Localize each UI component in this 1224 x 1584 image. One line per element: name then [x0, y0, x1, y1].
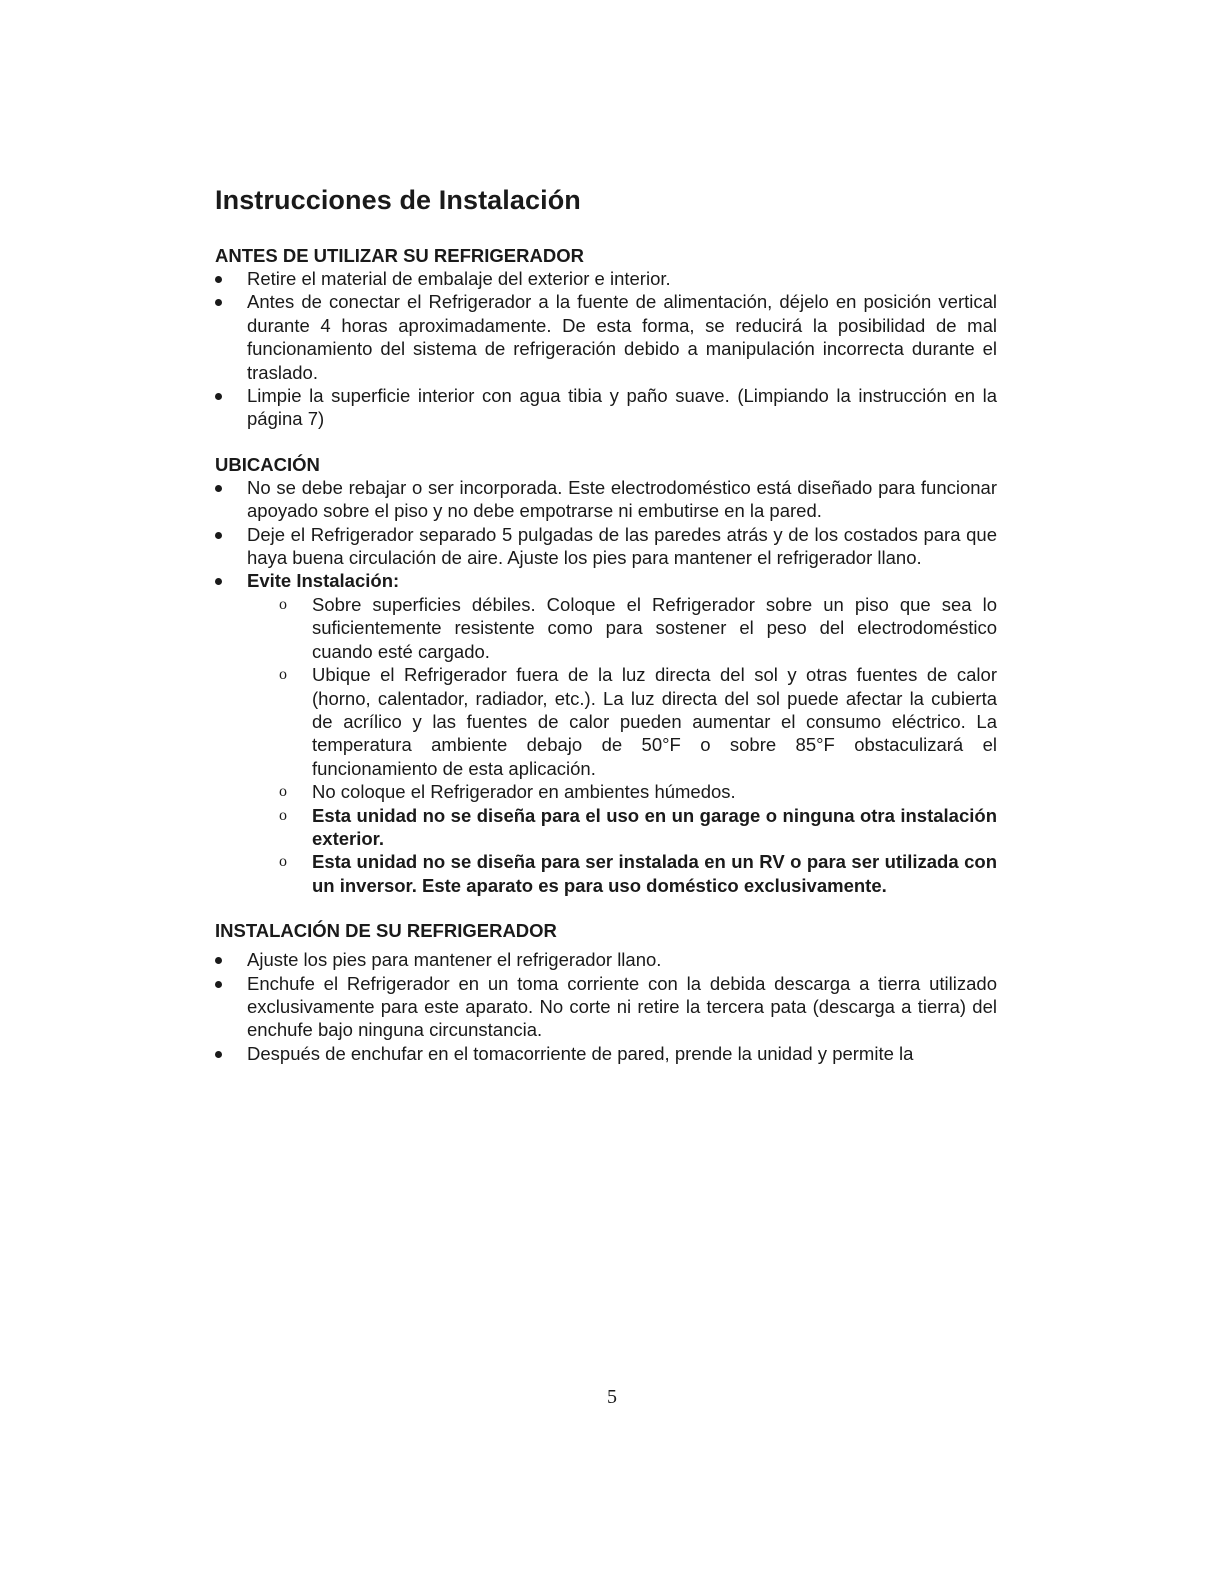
sub-list-item-text: Sobre superficies débiles. Coloque el Refrigerador sobre un piso que sea lo suficientemente resistente como para sostener el peso del electrodoméstico cuando esté cargado. — [312, 593, 997, 662]
circle-bullet-icon: o — [279, 806, 287, 824]
circle-bullet-icon: o — [279, 853, 287, 871]
list-item — [215, 523, 997, 570]
bullet-icon — [215, 981, 222, 988]
avoid-installation-label: Evite Instalación: — [247, 570, 400, 592]
section-installation — [215, 919, 997, 1065]
page-number: 5 — [607, 1386, 617, 1408]
bullet-list — [215, 267, 997, 431]
sub-list-item — [215, 804, 997, 851]
sub-list-item-text: Esta unidad no se diseña para ser instalada en un RV o para ser utilizada con un inversor. Este aparato es para uso doméstico exclusivamente. — [312, 851, 997, 896]
list-item — [215, 267, 997, 290]
sub-list-item-text: Ubique el Refrigerador fuera de la luz directa del sol y otras fuentes de calor (horno, calentador, radiador, etc.). La luz directa del sol puede afectar la cubierta de acrílico y las fuentes de calor pueden aumentar el consumo eléctrico. La temperatura ambiente debajo de 50°F o sobre 85°F obstaculizará el funcionamiento de esta aplicación. — [312, 664, 997, 779]
list-item-text: No se debe rebajar o ser incorporada. Este electrodoméstico está diseñado para funcionar apoyado sobre el piso y no debe empotrarse ni embutirse en la pared. — [247, 476, 997, 522]
list-item — [215, 569, 997, 897]
list-item — [215, 948, 997, 971]
bullet-icon — [215, 299, 222, 306]
sub-list-item — [215, 850, 997, 897]
document-page — [215, 185, 997, 1087]
list-item-text: Antes de conectar el Refrigerador a la fuente de alimentación, déjelo en posición vertical durante 4 horas aproximadamente. De esta forma, se reducirá la posibilidad de mal funcionamiento del sistema de refrigeración debido a manipulación incorrecta durante el traslado. — [247, 291, 997, 383]
bullet-icon — [215, 276, 222, 283]
sub-list — [247, 593, 997, 897]
circle-bullet-icon: o — [279, 666, 287, 684]
list-item-text: Ajuste los pies para mantener el refrigerador llano. — [247, 949, 662, 971]
bullet-icon — [215, 957, 222, 964]
sub-list-item-text: Esta unidad no se diseña para el uso en un garage o ninguna otra instalación exterior. — [312, 804, 997, 849]
bullet-icon — [215, 393, 222, 400]
circle-bullet-icon: o — [279, 595, 287, 613]
sub-list-item-text: No coloque el Refrigerador en ambientes húmedos. — [312, 781, 736, 803]
list-item — [215, 476, 997, 523]
section-heading: UBICACIÓN — [215, 453, 320, 475]
bullet-icon — [215, 1051, 222, 1058]
section-location — [215, 453, 997, 897]
section-heading: ANTES DE UTILIZAR SU REFRIGERADOR — [215, 245, 584, 266]
bullet-icon — [215, 485, 222, 492]
bullet-icon — [215, 578, 222, 585]
list-item-text: Deje el Refrigerador separado 5 pulgadas de las paredes atrás y de los costados para que haya buena circulación de aire. Ajuste los pies para mantener el refrigerador llano. — [247, 523, 997, 569]
list-item-text: Retire el material de embalaje del exterior e interior. — [247, 268, 671, 289]
sub-list-item — [215, 593, 997, 663]
list-item-text: Limpie la superficie interior con agua tibia y paño suave. (Limpiando la instrucción en la página 7) — [247, 385, 997, 430]
sub-list-item — [215, 663, 997, 780]
bullet-icon — [215, 532, 222, 539]
section-before-use — [215, 244, 997, 431]
list-item-text: Después de enchufar en el tomacorriente de pared, prende la unidad y permite la — [247, 1042, 914, 1064]
bullet-list — [215, 948, 997, 1065]
list-item — [215, 384, 997, 431]
list-item-text: Enchufe el Refrigerador en un toma corriente con la debida descarga a tierra utilizado exclusivamente para este aparato. No corte ni retire la tercera pata (descarga a tierra) del enchufe bajo ninguna circunstancia. — [247, 972, 997, 1041]
list-item — [215, 1042, 997, 1065]
page-title: Instrucciones de Instalación — [215, 185, 581, 215]
list-item — [215, 972, 997, 1042]
list-item — [215, 290, 997, 384]
section-heading: INSTALACIÓN DE SU REFRIGERADOR — [215, 920, 557, 942]
circle-bullet-icon: o — [279, 783, 287, 801]
sub-list-item — [215, 780, 997, 803]
bullet-list — [215, 476, 997, 897]
